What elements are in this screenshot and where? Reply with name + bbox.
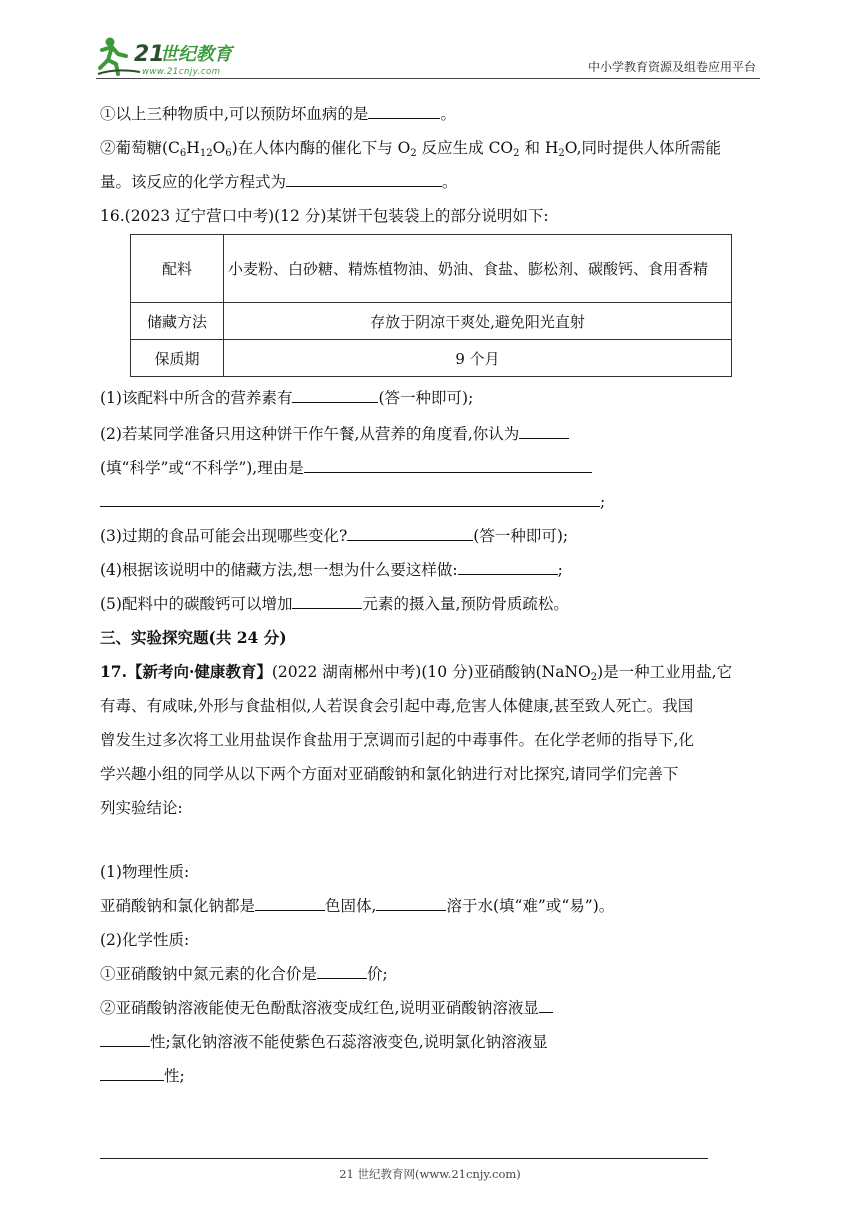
answer-blank[interactable] — [292, 388, 378, 403]
q17-physical-item: 亚硝酸钠和氯化钠都是 色固体, 溶于水(填“难”或“易”)。 — [100, 897, 615, 915]
answer-blank[interactable] — [100, 1032, 150, 1047]
answer-blank[interactable] — [376, 896, 446, 911]
answer-blank[interactable] — [539, 998, 553, 1013]
q16-sub-5: (5)配料中的碳酸钙可以增加 元素的摄入量,预防骨质疏松。 — [100, 595, 569, 613]
section-3-heading: 三、实验探究题(共 24 分) — [100, 628, 287, 647]
page-footer: 21 世纪教育网(www.21cnjy.com) — [339, 1167, 521, 1181]
biscuit-info-table — [130, 234, 732, 377]
header-divider — [96, 78, 760, 79]
q16-sub-2-line: ; — [100, 492, 605, 512]
table-value: 存放于阴凉干爽处,避免阳光直射 — [224, 303, 732, 340]
q15-item-1: ①以上三种物质中,可以预防坏血病的是 。 — [100, 105, 456, 123]
table-row — [131, 235, 732, 303]
q15-item-2: ②葡萄糖$(C_6H_{12}O_6)$在人体内酶的催化下与 $O_2$ 反应生成 $CO_2$ 和 $H_2O$,同时提供人体所需能 — [100, 139, 721, 159]
table-key: 保质期 — [131, 340, 224, 377]
q17-chemical-item-2-end: 性; — [100, 1066, 185, 1086]
answer-blank[interactable] — [100, 1066, 164, 1081]
page-header — [96, 28, 760, 78]
answer-blank[interactable] — [255, 896, 325, 911]
q17-chemical-item-1: ①亚硝酸钠中氮元素的化合价是 价; — [100, 965, 388, 983]
table-key: 储藏方法 — [131, 303, 224, 340]
answer-blank[interactable] — [317, 964, 367, 979]
q16-sub-4: (4)根据该说明中的储藏方法,想一想为什么要这样做: ; — [100, 561, 563, 579]
table-value: 9 个月 — [224, 340, 732, 377]
answer-blank[interactable] — [286, 172, 442, 187]
table-row — [131, 340, 732, 377]
q17-physical-heading: (1)物理性质: — [100, 863, 190, 881]
footer-divider — [100, 1158, 708, 1159]
q17-chemical-item-2: ②亚硝酸钠溶液能使无色酚酞溶液变成红色,说明亚硝酸钠溶液显 — [100, 998, 553, 1018]
answer-blank[interactable] — [458, 560, 558, 575]
header-platform-text: 中小学教育资源及组卷应用平台 — [587, 60, 756, 74]
svg-text:世纪教育: 世纪教育 — [160, 44, 232, 65]
q15-item-2-cont: 量。该反应的化学方程式为 。 — [100, 173, 458, 191]
site-logo — [96, 34, 266, 78]
q17-stem-line-2: 有毒、有咸味,外形与食盐相似,人若误食会引起中毒,危害人体健康,甚至致人死亡。我国 — [100, 697, 694, 715]
svg-text:www.21cnjy.com: www.21cnjy.com — [142, 67, 221, 77]
q17-chemical-heading: (2)化学性质: — [100, 931, 190, 949]
q16-sub-2-cont: (填“科学”或“不科学”),理由是 — [100, 458, 592, 478]
q16-sub-2: (2)若某同学准备只用这种饼干作午餐,从营养的角度看,你认为 — [100, 424, 569, 444]
table-value: 小麦粉、白砂糖、精炼植物油、奶油、食盐、膨松剂、碳酸钙、食用香精 — [224, 235, 732, 303]
q17-stem: 17.【新考向·健康教育】(2022 湖南郴州中考)(10 分)亚硝酸钠(NaNO$_2$)是一种工业用盐,它 — [100, 662, 733, 683]
answer-blank[interactable] — [347, 526, 473, 541]
answer-blank[interactable] — [304, 458, 592, 473]
q16-sub-1: (1)该配料中所含的营养素有 (答一种即可); — [100, 389, 474, 407]
answer-blank[interactable] — [368, 104, 440, 119]
q16-sub-3: (3)过期的食品可能会出现哪些变化? (答一种即可); — [100, 527, 569, 545]
answer-blank[interactable] — [519, 424, 569, 439]
q17-stem-line-3: 曾发生过多次将工业用盐误作食盐用于烹调而引起的中毒事件。在化学老师的指导下,化 — [100, 731, 694, 749]
table-row — [131, 303, 732, 340]
q17-chemical-item-2-cont: 性;氯化钠溶液不能使紫色石蕊溶液变色,说明氯化钠溶液显 — [100, 1032, 548, 1052]
q16-stem: 16.(2023 辽宁营口中考)(12 分)某饼干包装袋上的部分说明如下: — [100, 207, 549, 225]
answer-blank[interactable] — [292, 594, 362, 609]
svg-text:21: 21 — [134, 42, 165, 67]
table-key: 配料 — [131, 235, 224, 303]
answer-blank[interactable] — [100, 492, 600, 507]
q17-stem-line-5: 列实验结论: — [100, 799, 183, 817]
q17-stem-line-4: 学兴趣小组的同学从以下两个方面对亚硝酸钠和氯化钠进行对比探究,请同学们完善下 — [100, 765, 679, 783]
